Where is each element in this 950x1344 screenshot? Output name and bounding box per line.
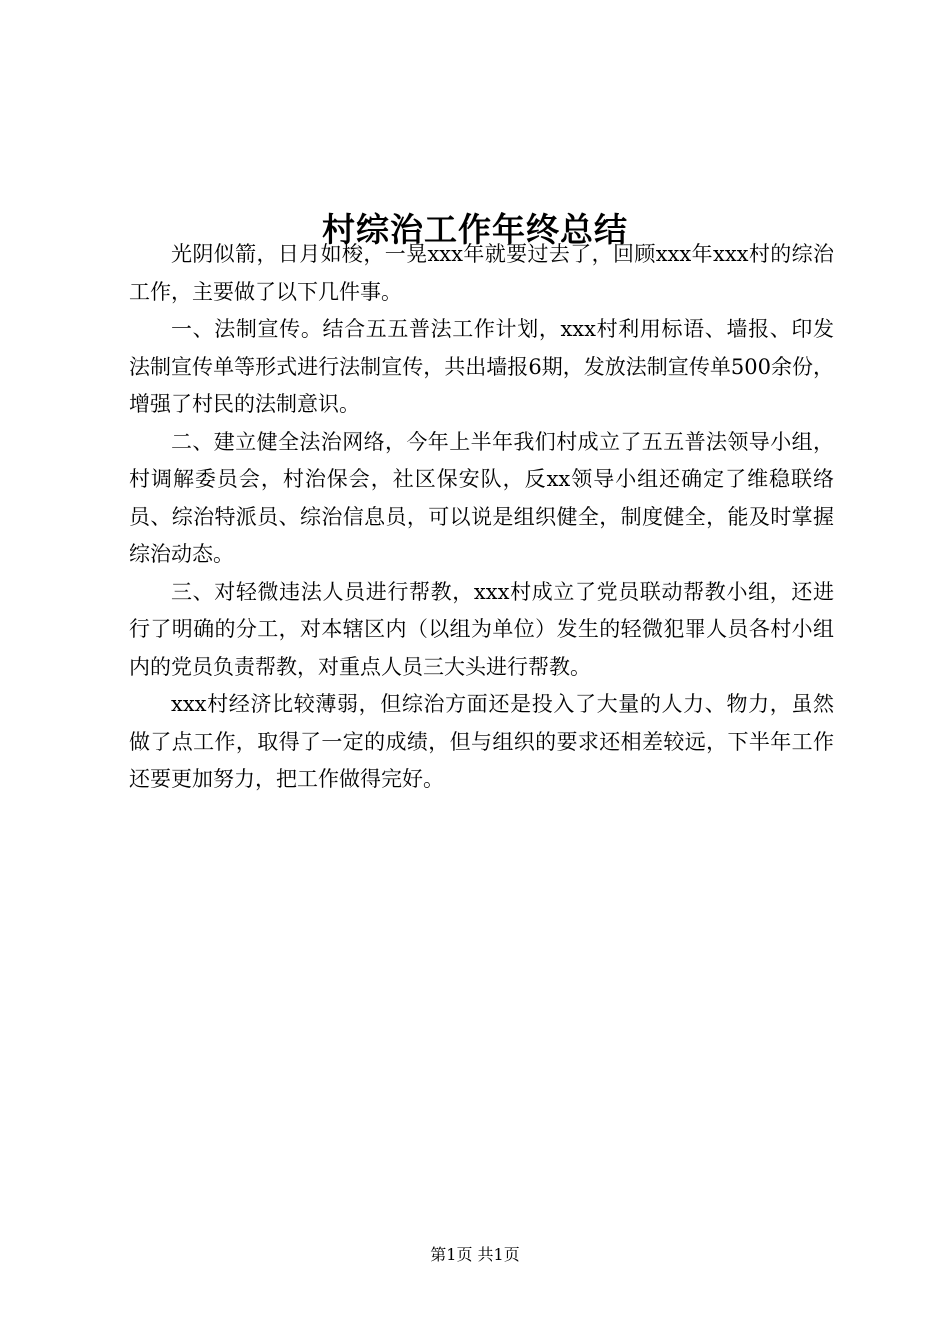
document-title: 村综治工作年终总结 <box>322 210 628 250</box>
education-assistance-paragraph: 三、对轻微违法人员进行帮教，xxx村成立了党员联动帮教小组，还进行了明确的分工，对本辖区内（以组为单位）发生的轻微犯罪人员各村小组内的党员负责帮教，对重点人员三大头进行帮教。 <box>129 579 834 679</box>
document-body <box>129 236 834 799</box>
legal-network-paragraph: 二、建立健全法治网络，今年上半年我们村成立了五五普法领导小组，村调解委员会，村治保会，社区保安队，反xx领导小组还确定了维稳联络员、综治特派员、综治信息员，可以说是组织健全，制度健全，能及时掌握综治动态。 <box>129 429 834 566</box>
page-number-footer: 第1页 共1页 <box>430 1245 520 1264</box>
legal-publicity-paragraph: 一、法制宣传。结合五五普法工作计划，xxx村利用标语、墙报、印发法制宣传单等形式进行法制宣传，共出墙报6期，发放法制宣传单500余份，增强了村民的法制意识。 <box>129 317 834 416</box>
conclusion-paragraph: xxx村经济比较薄弱，但综治方面还是投入了大量的人力、物力，虽然做了点工作，取得了一定的成绩，但与组织的要求还相差较远，下半年工作还要更加努力，把工作做得完好。 <box>129 692 834 791</box>
intro-paragraph: 光阴似箭，日月如梭，一晃xxx年就要过去了，回顾xxx年xxx村的综治工作，主要做了以下几件事。 <box>129 242 834 304</box>
